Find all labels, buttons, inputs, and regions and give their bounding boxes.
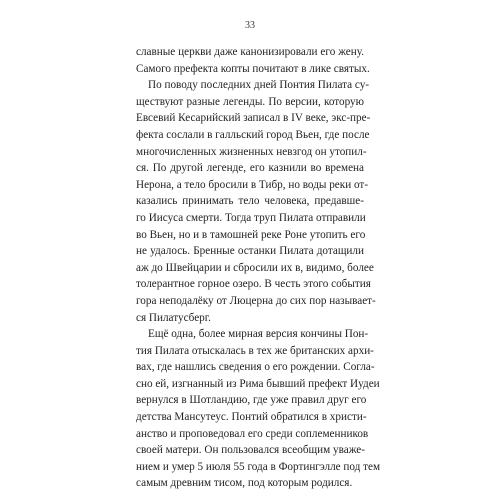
text-line: аж до Швейцарии и сбросили их в, видимо, более: [136, 261, 374, 274]
text-line: сно ей, изгнанный из Рима бывший префект Иудеи: [136, 377, 380, 390]
text-line: толерантное горное озеро. В честь этого события: [136, 278, 371, 291]
text-line: славные церкви даже канонизировали его жену.: [136, 46, 364, 58]
text-line: ществуют разные легенды. По версии, которую: [136, 95, 364, 108]
text-line: своей матери. Он пользовался всеобщим уваже-: [136, 444, 365, 457]
text-line: го Иисуса смерти. Тогда труп Пилата отправили: [136, 211, 366, 224]
text-line: вернулся в Шотландию, где уже правил друг его: [136, 394, 367, 407]
text-line: детства Мансутеус. Понтий обратился в христи-: [136, 411, 367, 424]
text-line: многочисленных жизненных невзгод он утопил-: [136, 145, 367, 158]
text-line: во Вьен, но и в тамошней реке Роне утопить его: [136, 228, 366, 241]
text-line: фекта сослали в галльский город Вьен, где после: [136, 128, 370, 141]
text-line: ся. По другой легенде, его казнили во времена: [136, 162, 364, 175]
text-line: анство и проповедовал его среди соплеменников: [136, 427, 369, 440]
text-line: Самого префекта копты почитают в лике святых.: [136, 62, 370, 75]
paragraph-3: [136, 326, 381, 492]
text-line: Нерона, а тело бросили в Тибр, но воды реки от-: [136, 178, 369, 191]
text-line: Евсевий Кесарийский записал в IV веке, экс-пре-: [136, 112, 371, 125]
text-line: казались принимать тело человека, предавше-: [136, 195, 364, 208]
text-line: самым древним тисом, под которым родился.: [136, 477, 353, 490]
text-line: ся Пилатусберг.: [136, 311, 211, 324]
text-line: По поводу последних дней Понтия Пилата су-: [148, 79, 370, 92]
text-line: не удалось. Бренные останки Пилата дотащили: [136, 245, 364, 258]
text-line: гора неподалёку от Люцерна до сих пор называет-: [136, 294, 376, 307]
paragraph-2: [136, 77, 376, 326]
text-line: вах, где нашлись сведения о его рождении. Согла-: [136, 361, 375, 374]
text-line: Ещё одна, более мирная версия кончины Пон-: [148, 328, 369, 341]
page-number: 33: [245, 20, 255, 31]
paragraph-1: [136, 44, 370, 77]
text-line: тия Пилата отыскалась в тех же британских архи-: [136, 344, 374, 357]
text-line: нием и умер 5 июля 55 года в Фортингэлле под тем: [136, 460, 381, 473]
body-text: [136, 44, 381, 492]
